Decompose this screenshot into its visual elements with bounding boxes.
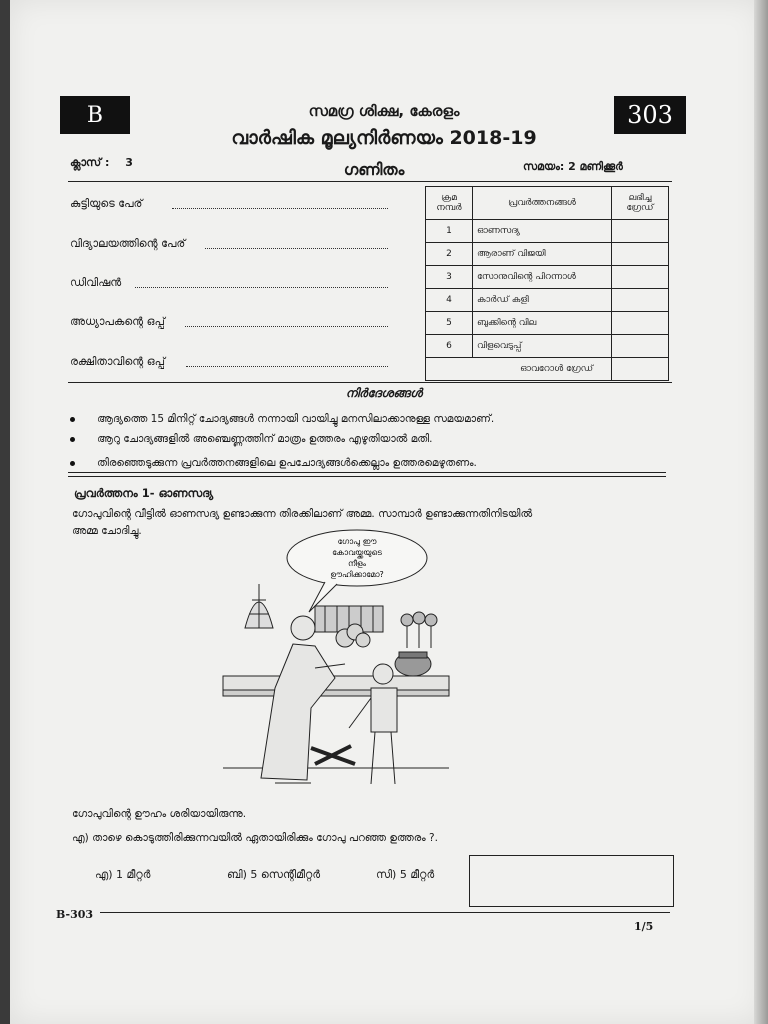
row-activity: സോനുവിന്റെ പിറന്നാൾ xyxy=(473,266,612,289)
option-b[interactable]: ബി) 5 സെന്റിമീറ്റർ xyxy=(227,868,321,881)
field-student-name: കുട്ടിയുടെ പേര് xyxy=(70,197,143,210)
grade-table-header xyxy=(426,187,669,220)
overall-row xyxy=(426,358,669,381)
activity-statement: ഗോപുവിന്റെ ഊഹം ശരിയായിരുന്നു. xyxy=(72,808,247,820)
row-activity: ഓണസദ്യ xyxy=(473,220,612,243)
row-no: 6 xyxy=(426,335,473,358)
row-no: 2 xyxy=(426,243,473,266)
row-activity: കാർഡ് കളി xyxy=(473,289,612,312)
activity-intro-line2: അമ്മ ചോദിച്ചു. xyxy=(72,525,142,537)
answer-box[interactable] xyxy=(469,855,674,907)
cooking-pot-icon xyxy=(395,652,431,676)
instructions-bottom-rule xyxy=(68,472,666,473)
field-teacher-sign: അധ്യാപകന്റെ ഒപ്പ് xyxy=(70,315,165,328)
footer-rule xyxy=(100,912,670,913)
teacher-sign-line[interactable] xyxy=(185,326,388,327)
activity-question: എ) താഴെ കൊടുത്തിരിക്കുന്നവയിൽ ഏതായിരിക്കും ഗോപു പറഞ്ഞ ഉത്തരം ?. xyxy=(72,832,438,844)
col-activity: പ്രവർത്തനങ്ങൾ xyxy=(473,187,612,220)
row-grade-cell[interactable] xyxy=(612,220,669,243)
instruction-text: തിരഞ്ഞെടുക്കുന്ന പ്രവർത്തനങ്ങളിലെ ഉപചോദ്യങ്ങൾക്കെല്ലാം ഉത്തരമെഴുതണം. xyxy=(97,457,477,469)
table-row xyxy=(426,220,669,243)
instruction-item xyxy=(70,433,433,446)
parent-sign-line[interactable] xyxy=(186,366,388,367)
header-rule xyxy=(68,181,672,182)
instruction-item xyxy=(70,413,494,426)
table-row xyxy=(426,335,669,358)
row-no: 5 xyxy=(426,312,473,335)
field-division: ഡിവിഷൻ xyxy=(70,276,122,289)
table-row xyxy=(426,312,669,335)
field-parent-sign: രക്ഷിതാവിന്റെ ഒപ്പ് xyxy=(70,355,165,368)
class-value: 3 xyxy=(125,156,133,169)
field-school-name: വിദ്യാലയത്തിന്റെ പേര് xyxy=(70,237,186,250)
row-activity: ആരാണ് വിജയി xyxy=(473,243,612,266)
row-no: 3 xyxy=(426,266,473,289)
firewood-icon xyxy=(311,746,355,764)
time-label: സമയം: 2 മണിക്കൂർ xyxy=(523,160,623,173)
org-name: സമഗ്ര ശിക്ഷ, കേരളം xyxy=(308,102,460,120)
exam-title: വാർഷിക മൂല്യനിർണയം 2018-19 xyxy=(231,127,537,149)
row-activity: ബുക്കിന്റെ വില xyxy=(473,312,612,335)
col-serial: ക്രമ നമ്പർ xyxy=(426,187,473,220)
instructions-bottom-rule-2 xyxy=(68,476,666,477)
school-name-line[interactable] xyxy=(205,248,388,249)
hanging-basket-icon xyxy=(245,584,273,628)
instructions-title: നിർദേശങ്ങൾ xyxy=(345,386,423,400)
row-grade-cell[interactable] xyxy=(612,312,669,335)
mother-figure xyxy=(261,616,345,783)
row-grade-cell[interactable] xyxy=(612,289,669,312)
speech-line: ഊഹിക്കാമോ? xyxy=(330,570,384,579)
speech-line: നീളം xyxy=(348,559,366,568)
page-number: 1/5 xyxy=(634,920,654,933)
activity-title: പ്രവർത്തനം 1- ഓണസദ്യ xyxy=(74,486,214,500)
row-grade-cell[interactable] xyxy=(612,266,669,289)
bullet-icon xyxy=(70,437,75,442)
instructions-top-rule xyxy=(68,382,672,383)
instruction-text: ആദ്യത്തെ 15 മിനിറ്റ് ചോദ്യങ്ങൾ നന്നായി വായിച്ചു മനസിലാക്കാനുള്ള സമയമാണ്. xyxy=(97,413,495,425)
page-edge-shadow xyxy=(754,0,768,1024)
set-code: B xyxy=(86,102,104,128)
col-grade: ലഭിച്ച ഗ്രേഡ് xyxy=(612,187,669,220)
overall-label: ഓവറോൾ ഗ്രേഡ് xyxy=(426,358,612,381)
bullet-icon xyxy=(70,461,75,466)
overall-grade-cell[interactable] xyxy=(612,358,669,381)
speech-line: കോവയ്ക്കയുടെ xyxy=(332,548,382,557)
row-grade-cell[interactable] xyxy=(612,243,669,266)
subject-title: ഗണിതം xyxy=(343,160,405,179)
student-name-line[interactable] xyxy=(172,208,388,209)
division-line[interactable] xyxy=(135,287,388,288)
option-a[interactable]: എ) 1 മീറ്റർ xyxy=(95,868,151,881)
instruction-text: ആറു ചോദ്യങ്ങളിൽ അഞ്ചെണ്ണത്തിന് മാത്രം ഉത്തരം എഴുതിയാൽ മതി. xyxy=(97,433,433,445)
bullet-icon xyxy=(70,417,75,422)
paper-code: 303 xyxy=(627,101,673,129)
grade-table xyxy=(425,186,669,381)
row-no: 1 xyxy=(426,220,473,243)
instruction-item xyxy=(70,457,477,470)
table-row xyxy=(426,266,669,289)
option-c[interactable]: സി) 5 മീറ്റർ xyxy=(376,868,435,881)
row-no: 4 xyxy=(426,289,473,312)
class-label: ക്ലാസ് : xyxy=(70,156,110,169)
speech-line: ഗോപു ഈ xyxy=(337,537,377,546)
table-row xyxy=(426,243,669,266)
footer-code: B-303 xyxy=(56,908,94,921)
kitchen-illustration xyxy=(215,528,455,790)
row-activity: വിളവെടുപ്പ് xyxy=(473,335,612,358)
row-grade-cell[interactable] xyxy=(612,335,669,358)
utensils-icon xyxy=(401,612,437,648)
table-row xyxy=(426,289,669,312)
activity-intro-line1: ഗോപുവിന്റെ വീട്ടിൽ ഓണസദ്യ ഉണ്ടാക്കുന്ന തിരക്കിലാണ് അമ്മ. സാമ്പാർ ഉണ്ടാക്കുന്നതിനിടയിൽ xyxy=(72,508,533,520)
